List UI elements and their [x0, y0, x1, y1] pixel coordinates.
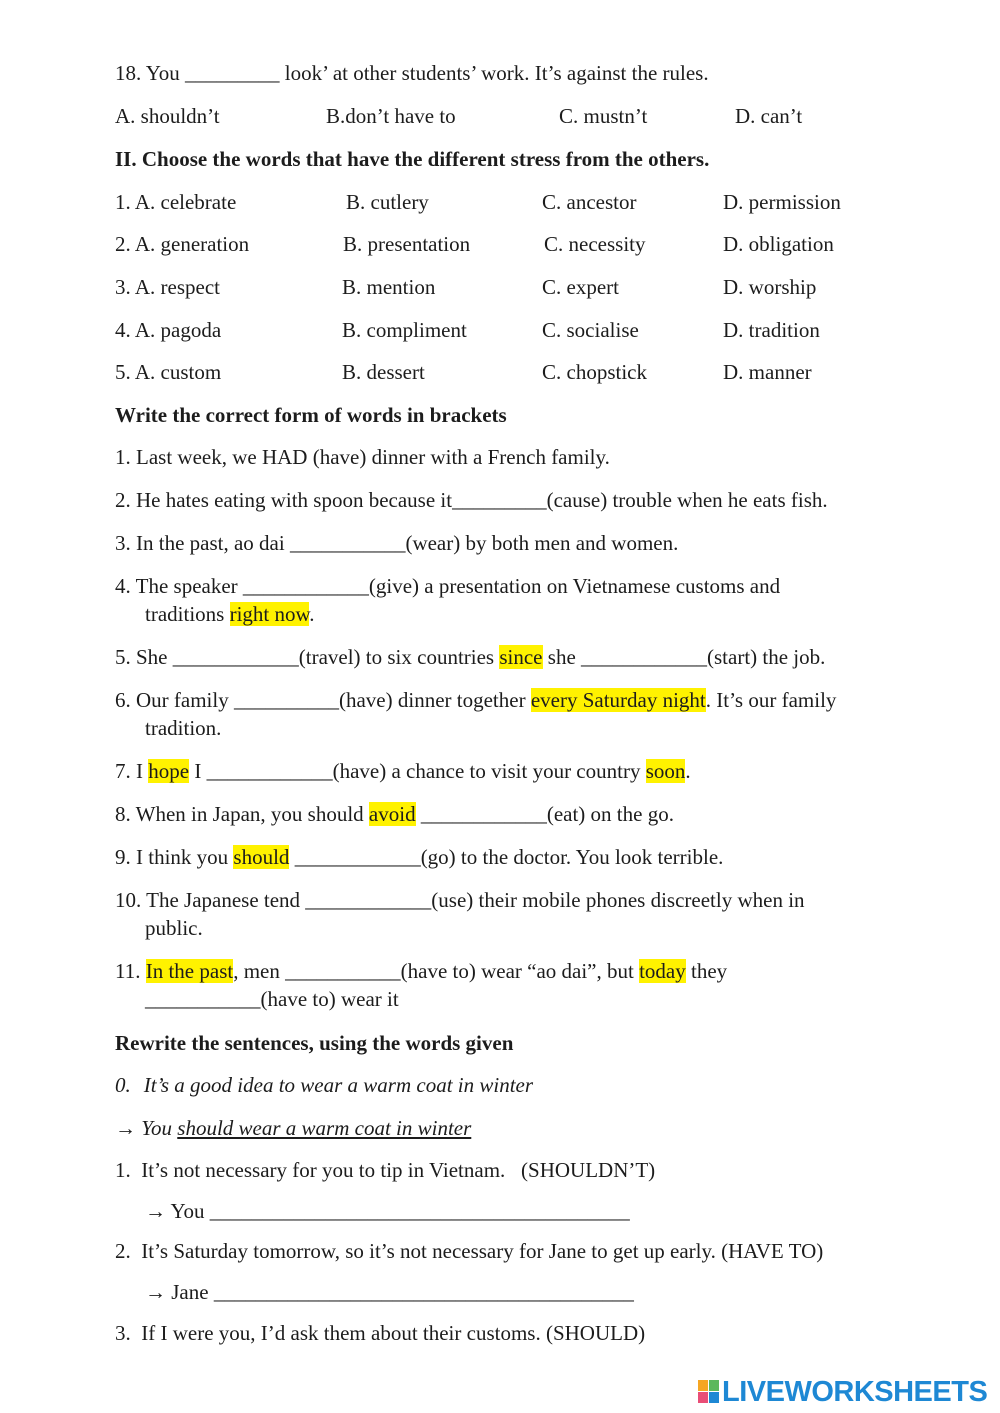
q18-blank[interactable]: _________ — [185, 61, 280, 85]
stress-option[interactable]: C. chopstick — [542, 360, 647, 384]
q18-option-c[interactable]: C. mustn’t — [559, 104, 648, 128]
stress-option[interactable]: B. cutlery — [346, 190, 429, 214]
q18-option-d[interactable]: D. can’t — [735, 104, 803, 128]
verb-question-2[interactable]: 2. He hates eating with spoon because it_________(cause) trouble when he eats fish. — [115, 488, 828, 512]
rewrite-item-2: 2. It’s Saturday tomorrow, so it’s not necessary for Jane to get up early. (HAVE TO) — [115, 1239, 824, 1263]
q18-option-a[interactable]: A. shouldn’t — [115, 104, 220, 128]
verb-question-7[interactable]: 7. I hope I ____________(have) a chance to visit your country soon. — [115, 759, 691, 783]
highlight: In the past — [145, 959, 234, 983]
logo-mark-icon — [698, 1380, 720, 1404]
verb-question-4[interactable]: 4. The speaker ____________(give) a presentation on Vietnamese customs and — [115, 574, 781, 598]
highlight: soon — [645, 759, 686, 783]
verb-question-10[interactable]: 10. The Japanese tend ____________(use) their mobile phones discreetly when in — [115, 888, 805, 912]
verb-question-4-cont: traditions right now. — [145, 602, 315, 626]
rewrite-item-1: 1. It’s not necessary for you to tip in Vietnam. (SHOULDN’T) — [115, 1158, 656, 1182]
stress-option[interactable]: B. dessert — [342, 360, 425, 384]
highlight: avoid — [368, 802, 416, 826]
liveworksheets-logo[interactable] — [698, 1376, 987, 1408]
q18-line — [115, 60, 709, 86]
rewrite-answer-2[interactable]: → Jane ________________________________________ — [145, 1280, 634, 1304]
highlight: right now — [229, 602, 310, 626]
q18-suffix: look’ at other students’ work. It’s against the rules. — [279, 61, 709, 85]
q18-option-b[interactable]: B.don’t have to — [326, 104, 456, 128]
verb-question-1: 1. Last week, we HAD (have) dinner with a French family. — [115, 445, 610, 469]
stress-option[interactable]: B. mention — [342, 275, 436, 299]
stress-option[interactable]: 5. A. custom — [115, 360, 222, 384]
verb-question-8[interactable]: 8. When in Japan, you should avoid ____________(eat) on the go. — [115, 802, 674, 826]
highlight: since — [499, 645, 543, 669]
stress-option[interactable]: B. compliment — [342, 318, 467, 342]
stress-option[interactable]: 3. A. respect — [115, 275, 220, 299]
rewrite-example-answer: → You should wear a warm coat in winter — [115, 1116, 472, 1140]
rewrite-item-3: 3. If I were you, I’d ask them about their customs. (SHOULD) — [115, 1321, 646, 1345]
section4-heading: Rewrite the sentences, using the words given — [115, 1031, 514, 1055]
verb-question-10-cont: public. — [145, 916, 203, 940]
stress-option[interactable]: B. presentation — [343, 232, 471, 256]
stress-option[interactable]: D. worship — [723, 275, 817, 299]
highlight: every Saturday night — [530, 688, 706, 712]
verb-question-6-cont: tradition. — [145, 716, 222, 740]
rewrite-example: 0. It’s a good idea to wear a warm coat in winter — [115, 1073, 534, 1097]
q18-prefix: 18. You — [115, 61, 186, 85]
section2-heading: II. Choose the words that have the different stress from the others. — [115, 147, 710, 171]
highlight: hope — [148, 759, 190, 783]
stress-option[interactable]: D. obligation — [723, 232, 834, 256]
verb-question-11[interactable]: 11. In the past, men ___________(have to) wear “ao dai”, but today they — [115, 959, 728, 983]
section3-heading: Write the correct form of words in brackets — [115, 403, 507, 427]
verb-question-3[interactable]: 3. In the past, ao dai ___________(wear) by both men and women. — [115, 531, 679, 555]
stress-option[interactable]: 4. A. pagoda — [115, 318, 222, 342]
stress-option[interactable]: D. tradition — [723, 318, 820, 342]
stress-option[interactable]: C. ancestor — [542, 190, 637, 214]
verb-question-6[interactable]: 6. Our family __________(have) dinner together every Saturday night. It’s our family — [115, 688, 837, 712]
rewrite-answer-1[interactable]: → You ________________________________________ — [145, 1199, 630, 1223]
stress-option[interactable]: C. necessity — [544, 232, 646, 256]
stress-option[interactable]: 1. A. celebrate — [115, 190, 237, 214]
highlight: should — [233, 845, 290, 869]
verb-question-11-cont[interactable]: ___________(have to) wear it — [145, 987, 399, 1011]
verb-question-5[interactable]: 5. She ____________(travel) to six countries since she ____________(start) the job. — [115, 645, 826, 669]
stress-option[interactable]: C. socialise — [542, 318, 639, 342]
stress-option[interactable]: D. permission — [723, 190, 841, 214]
stress-option[interactable]: C. expert — [542, 275, 619, 299]
stress-option[interactable]: D. manner — [723, 360, 812, 384]
logo-text: LIVEWORKSHEETS — [722, 1375, 988, 1408]
stress-option[interactable]: 2. A. generation — [115, 232, 250, 256]
highlight: today — [639, 959, 686, 983]
verb-question-9[interactable]: 9. I think you should ____________(go) to the doctor. You look terrible. — [115, 845, 724, 869]
